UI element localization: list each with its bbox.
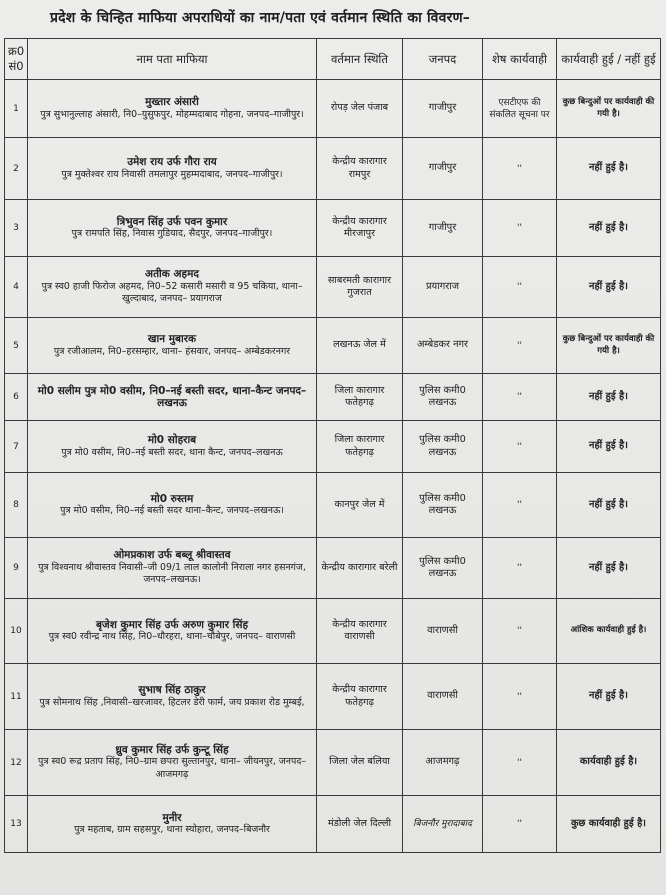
- row-action: नहीं हुई है।: [557, 374, 661, 421]
- row-address: पुत्र महताब, ग्राम सहसपुर, थाना स्योहारा, जनपद–बिजनौर: [74, 824, 270, 835]
- row-status: केन्द्रीय कारागार रामपुर: [317, 138, 403, 200]
- row-name-cell: [28, 80, 317, 138]
- row-status: केन्द्रीय कारागार वाराणसी: [317, 599, 403, 664]
- row-action: नहीं हुई है।: [557, 473, 661, 538]
- header-name: नाम पता माफिया: [28, 39, 317, 80]
- row-action: आंशिक कार्यवाही हुई है।: [557, 599, 661, 664]
- row-remaining: '': [483, 374, 557, 421]
- table-header-row: [5, 39, 661, 80]
- row-district: पुलिस कमी0 लखनऊ: [403, 374, 483, 421]
- row-status: केन्द्रीय कारागार मीरजापुर: [317, 200, 403, 257]
- row-action: कुछ कार्यवाही हुई है।: [557, 796, 661, 853]
- row-district: गाजीपुर: [403, 80, 483, 138]
- row-status: जिला कारागार फतेहगढ़: [317, 421, 403, 473]
- mafia-table: [4, 38, 661, 853]
- table-row: [5, 200, 661, 257]
- table-row: [5, 599, 661, 664]
- row-remaining: '': [483, 730, 557, 796]
- table-row: [5, 796, 661, 853]
- row-remaining: '': [483, 664, 557, 730]
- row-name-cell: [28, 730, 317, 796]
- table-row: [5, 538, 661, 599]
- row-name-cell: [28, 538, 317, 599]
- row-action: कुछ बिन्दुओं पर कार्यवाही की गयी है।: [557, 80, 661, 138]
- row-serial: 11: [5, 664, 28, 730]
- row-name: मुख्तार अंसारी: [145, 96, 199, 108]
- row-district: पुलिस कमी0 लखनऊ: [403, 421, 483, 473]
- row-name-cell: [28, 796, 317, 853]
- row-district: वाराणसी: [403, 599, 483, 664]
- row-action: कार्यवाही हुई है।: [557, 730, 661, 796]
- row-name-cell: [28, 664, 317, 730]
- row-district: वाराणसी: [403, 664, 483, 730]
- row-name: खान मुबारक: [147, 333, 197, 345]
- table-row: [5, 80, 661, 138]
- row-district: गाजीपुर: [403, 138, 483, 200]
- row-name-cell: [28, 473, 317, 538]
- handwritten-district: बिजनौर मुरादाबाद: [413, 818, 472, 829]
- row-name: बृजेश कुमार सिंह उर्फ अरुण कुमार सिंह: [95, 618, 249, 631]
- row-address: पुत्र स्व0 हाजी फिरोज अहमद, नि0–52 कसारी मसारी व 95 चकिया, थाना– खुल्दाबाद, जनपद– प्रयागराज: [41, 280, 303, 305]
- row-serial: 5: [5, 318, 28, 374]
- row-action: नहीं हुई है।: [557, 664, 661, 730]
- row-address: पुत्र सोमनाथ सिंह ,निवासी–खरजावर, हिटलर डेरी फार्म, जय प्रकाश रोड मुम्बई,: [39, 696, 305, 708]
- row-district: पुलिस कमी0 लखनऊ: [403, 473, 483, 538]
- row-name: ध्रुव कुमार सिंह उर्फ कुन्टू सिंह: [115, 743, 229, 756]
- row-name: मुनीर: [162, 811, 182, 824]
- header-serial: क्र0 सं0: [5, 39, 28, 80]
- row-action: कुछ बिन्दुओं पर कार्यवाही की गयी है।: [557, 318, 661, 374]
- row-action: नहीं हुई है।: [557, 138, 661, 200]
- row-action: नहीं हुई है।: [557, 200, 661, 257]
- row-address: पुत्र रामपति सिंह, निवास गुडियाद, सैदपुर, जनपद–गाजीपुर।: [71, 228, 273, 239]
- row-name: मो0 सलीम पुत्र मो0 वसीम, नि0–नई बस्ती सदर, थाना–कैन्ट जनपद–लखनऊ: [37, 384, 307, 409]
- table-row: [5, 421, 661, 473]
- row-name-cell: [28, 599, 317, 664]
- row-status: रोपड़ जेल पंजाब: [317, 80, 403, 138]
- row-remaining: '': [483, 318, 557, 374]
- header-action: कार्यवाही हुई / नहीं हुई: [557, 39, 661, 80]
- row-serial: 13: [5, 796, 28, 853]
- table-row: [5, 138, 661, 200]
- row-serial: 4: [5, 257, 28, 318]
- row-name: अतीक अहमद: [145, 268, 199, 281]
- row-remaining: '': [483, 138, 557, 200]
- row-action: नहीं हुई है।: [557, 421, 661, 473]
- row-district: पुलिस कमी0 लखनऊ: [403, 538, 483, 599]
- row-remaining: '': [483, 257, 557, 318]
- row-name: उमेश राय उर्फ गौरा राय: [127, 156, 217, 168]
- row-remaining: '': [483, 599, 557, 664]
- row-address: पुत्र रजीआलम, नि0–हरसम्हार, थाना– हंसवार, जनपद– अम्बेडकरनगर: [53, 345, 291, 357]
- row-serial: 9: [5, 538, 28, 599]
- row-district: गाजीपुर: [403, 200, 483, 257]
- row-remaining: '': [483, 796, 557, 853]
- row-address: पुत्र सुभानुल्लाह अंसारी, नि0–युसुफपुर, मोहम्मदाबाद गोहना, जनपद–गाजीपुर।: [40, 108, 304, 120]
- row-status: केन्द्रीय कारागार फतेहगढ़: [317, 664, 403, 730]
- row-address: पुत्र मो0 वसीम, नि0–नई बस्ती सदर, थाना कैन्ट, जनपद–लखनऊ: [61, 446, 283, 458]
- table-row: [5, 473, 661, 538]
- row-remaining: '': [483, 421, 557, 473]
- document-title: प्रदेश के चिन्हित माफिया अपराधियों का नाम/पता एवं वर्तमान स्थिति का विवरण–: [50, 10, 471, 26]
- row-district: प्रयागराज: [403, 257, 483, 318]
- row-status: लखनऊ जेल में: [317, 318, 403, 374]
- row-name-cell: [28, 200, 317, 257]
- row-remaining: '': [483, 538, 557, 599]
- row-name: मो0 सोहराब: [147, 434, 197, 446]
- table-row: [5, 664, 661, 730]
- row-status: जिला जेल बलिया: [317, 730, 403, 796]
- header-district: जनपद: [403, 39, 483, 80]
- row-name: त्रिभुवन सिंह उर्फ पवन कुमार: [116, 215, 228, 228]
- row-status: केन्द्रीय कारागार बरेली: [317, 538, 403, 599]
- row-serial: 8: [5, 473, 28, 538]
- row-name-cell: [28, 421, 317, 473]
- row-district: अम्बेडकर नगर: [403, 318, 483, 374]
- row-serial: 7: [5, 421, 28, 473]
- row-remaining: एसटीएफ की संकलित सूचना पर: [483, 80, 557, 138]
- row-district: [403, 796, 483, 853]
- row-remaining: '': [483, 200, 557, 257]
- row-serial: 2: [5, 138, 28, 200]
- row-serial: 6: [5, 374, 28, 421]
- row-serial: 12: [5, 730, 28, 796]
- row-address: पुत्र विश्वनाथ श्रीवास्तव निवासी–जी 09/1 लाल कालोनी निराला नगर हसनगंज, जनपद–लखनऊ।: [38, 561, 306, 586]
- row-action: नहीं हुई है।: [557, 538, 661, 599]
- row-action: नहीं हुई है।: [557, 257, 661, 318]
- row-address: पुत्र स्व0 रूद्र प्रताप सिंह, नि0–ग्राम छपरा सुल्तानपुर, थाना– जीयनपुर, जनपद– आजमगढ़: [38, 756, 306, 780]
- row-status: कानपुर जेल में: [317, 473, 403, 538]
- row-name: मो0 रुस्तम: [150, 492, 194, 505]
- row-address: पुत्र मो0 वसीम, नि0–नई बस्ती सदर थाना–कैन्ट, जनपद–लखनऊ।: [60, 505, 284, 516]
- table-row: [5, 730, 661, 796]
- table-row: [5, 318, 661, 374]
- row-name-cell: [28, 374, 317, 421]
- header-remaining: शेष कार्यवाही: [483, 39, 557, 80]
- row-name: ओमप्रकाश उर्फ बब्लू श्रीवास्तव: [113, 549, 231, 562]
- row-serial: 10: [5, 599, 28, 664]
- row-district: आजमगढ़: [403, 730, 483, 796]
- row-serial: 1: [5, 80, 28, 138]
- row-address: पुत्र स्व0 रवीन्द्र नाथ सिंह, नि0–धौरहरा, थाना–चौबेपुर, जनपद– वाराणसी: [48, 631, 296, 642]
- table-row: [5, 374, 661, 421]
- row-status: मंडोली जेल दिल्ली: [317, 796, 403, 853]
- row-serial: 3: [5, 200, 28, 257]
- row-address: पुत्र मुक्तेश्वर राय निवासी तमलापुर मुहम्मदाबाद, जनपद–गाजीपुर।: [61, 168, 283, 180]
- row-name-cell: [28, 138, 317, 200]
- row-status: साबरमती कारागार गुजरात: [317, 257, 403, 318]
- table-row: [5, 257, 661, 318]
- row-status: जिला कारागार फतेहगढ़: [317, 374, 403, 421]
- row-name: सुभाष सिंह ठाकुर: [138, 684, 206, 696]
- row-remaining: '': [483, 473, 557, 538]
- header-status: वर्तमान स्थिति: [317, 39, 403, 80]
- row-name-cell: [28, 257, 317, 318]
- row-name-cell: [28, 318, 317, 374]
